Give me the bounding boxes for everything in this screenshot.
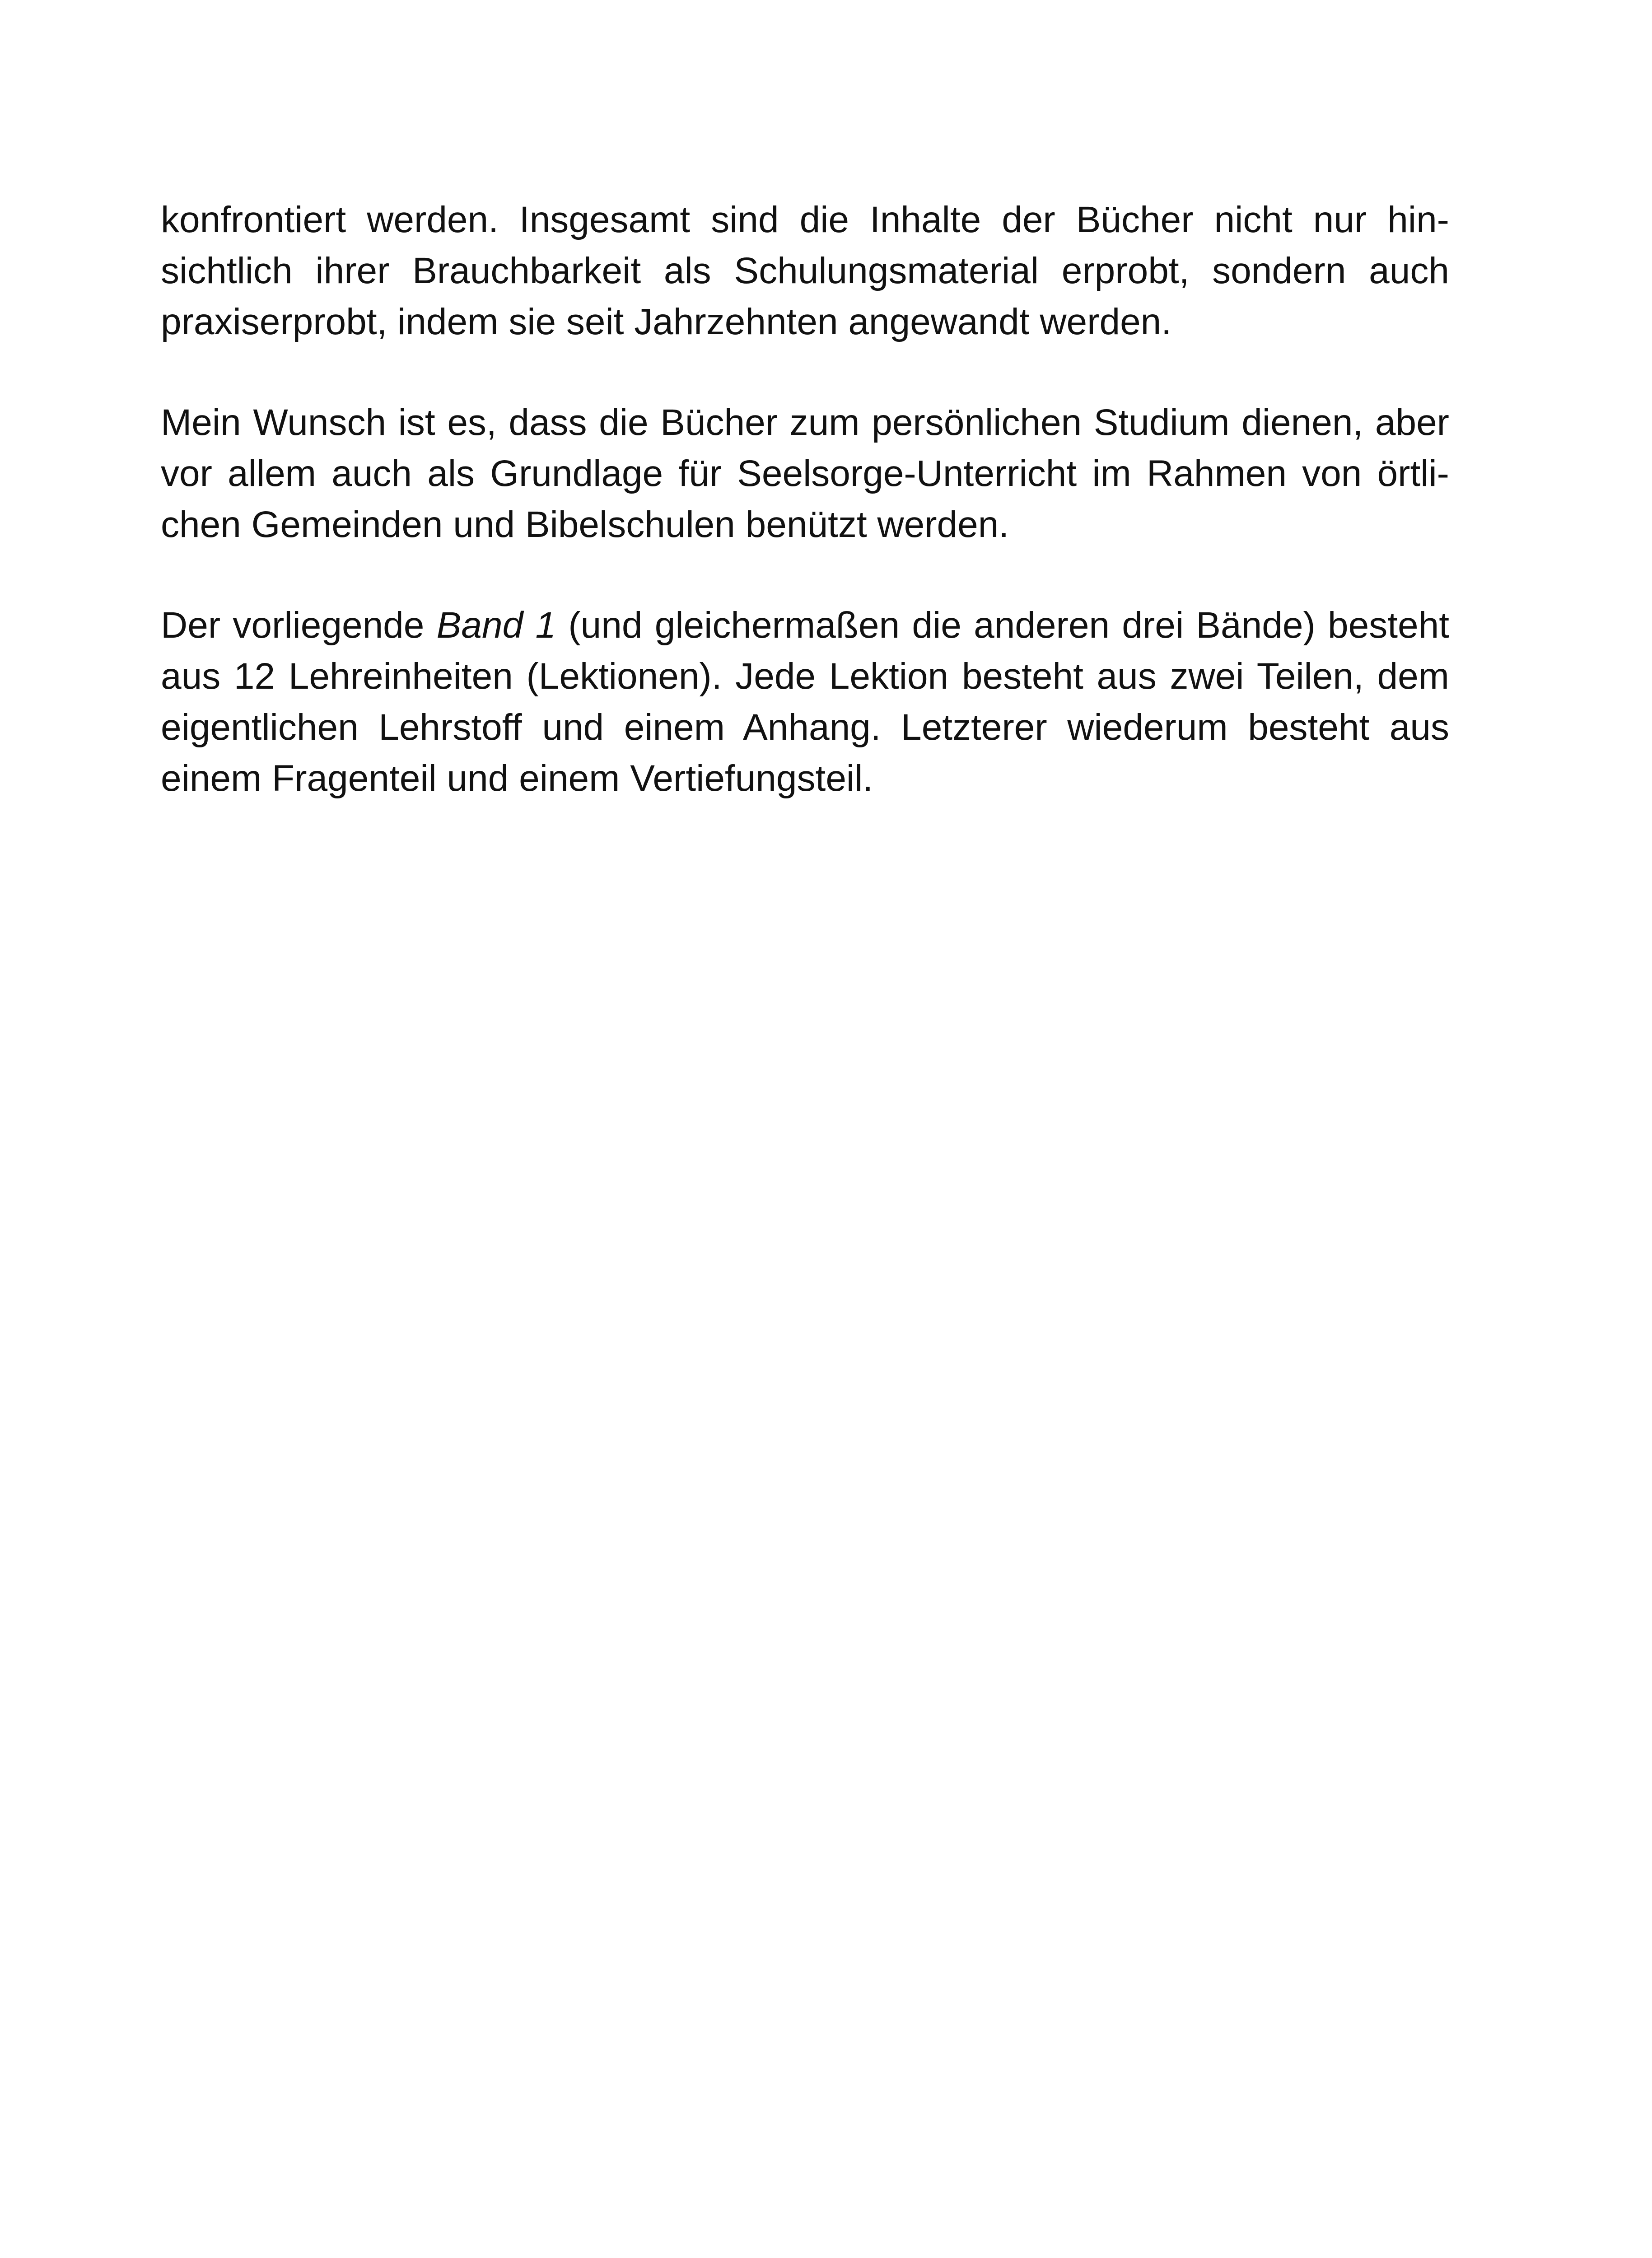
text-line: aus 12 Lehreinheiten (Lektionen). Jede Lektion besteht aus zwei Teilen, dem — [161, 656, 1449, 697]
text-line: Mein Wunsch ist es, dass die Bücher zum persönlichen Studium dienen, aber — [161, 402, 1449, 443]
text-line: praxiserprobt, indem sie seit Jahrzehnten angewandt werden. — [161, 301, 1172, 342]
text-line: einem Fragenteil und einem Vertiefungsteil. — [161, 758, 873, 799]
body-text — [161, 194, 1449, 854]
text-line: vor allem auch als Grundlage für Seelsorge-Unterricht im Rahmen von örtli- — [161, 453, 1449, 494]
emphasized-text: Band 1 — [436, 605, 556, 646]
paragraph-2 — [161, 397, 1449, 550]
text-run: (und gleichermaßen die anderen drei Bände) besteht — [556, 605, 1449, 646]
text-line: konfrontiert werden. Insgesamt sind die Inhalte der Bücher nicht nur hin- — [161, 199, 1449, 240]
text-line — [161, 600, 1449, 651]
text-line: eigentlichen Lehrstoff und einem Anhang. Letzterer wiederum besteht aus — [161, 707, 1449, 748]
text-run: Der vorliegende — [161, 605, 437, 646]
paragraph-3 — [161, 600, 1449, 804]
text-line: sichtlich ihrer Brauchbarkeit als Schulungsmaterial erprobt, sondern auch — [161, 250, 1449, 291]
paragraph-1 — [161, 194, 1449, 347]
text-line: chen Gemeinden und Bibelschulen benützt werden. — [161, 504, 1009, 545]
